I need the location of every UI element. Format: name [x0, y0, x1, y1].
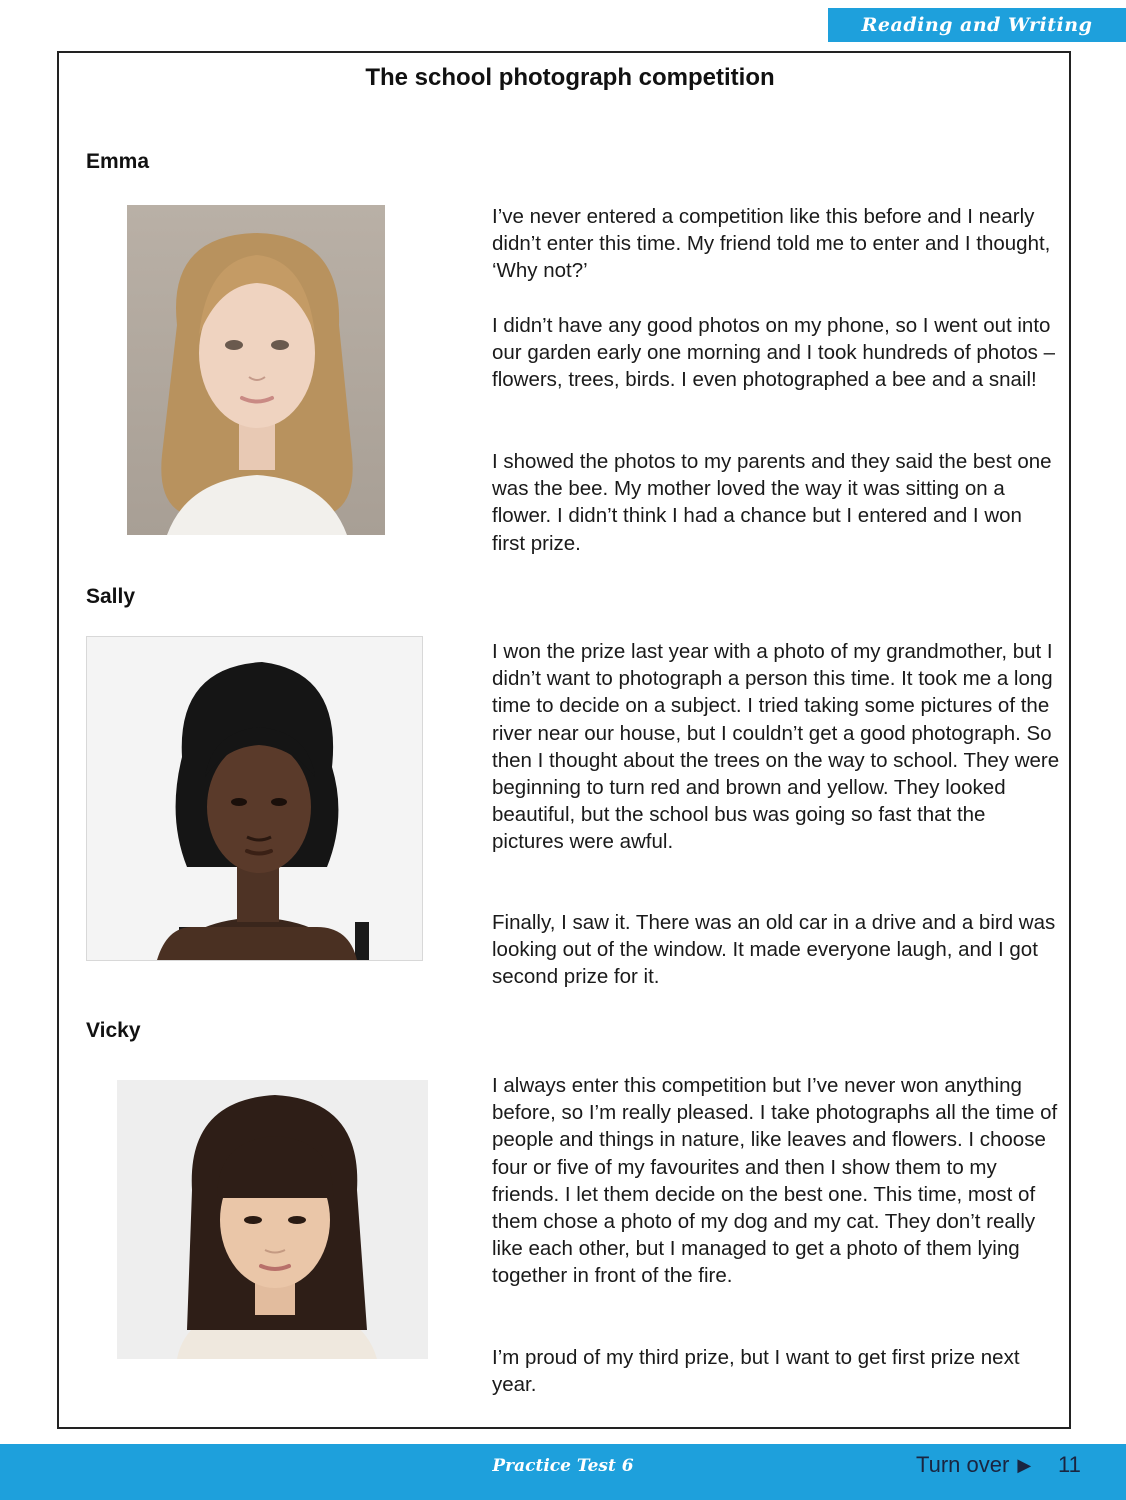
page-title: The school photograph competition: [365, 64, 775, 91]
vicky-paragraph-2: I’m proud of my third prize, but I want to get first prize next year.: [492, 1346, 1020, 1397]
section-label: Reading and Writing: [861, 14, 1093, 36]
emma-portrait-icon: [127, 205, 385, 535]
entry-name-sally: Sally: [86, 585, 136, 608]
section-tab: [828, 8, 1126, 42]
entry-name-emma: Emma: [86, 150, 150, 173]
play-arrow-icon: ▶: [1017, 1454, 1032, 1475]
emma-paragraph-1: I’ve never entered a competition like this before and I nearly didn’t enter this time. My friend told me to enter and I thought, ‘Why not?’: [492, 205, 1051, 283]
turn-over-label: Turn over: [916, 1452, 1010, 1477]
sally-portrait-icon: [87, 637, 422, 960]
emma-paragraph-2: I didn’t have any good photos on my phone, so I went out into our garden early one morning and I took hundreds of photos – flowers, trees, birds. I even photographed a bee and a snail!: [492, 314, 1055, 392]
entry-name-vicky: Vicky: [86, 1019, 141, 1042]
vicky-portrait-icon: [117, 1080, 428, 1359]
sally-photo: [86, 636, 423, 961]
sally-paragraph-2: Finally, I saw it. There was an old car in a drive and a bird was looking out of the window. It made everyone laugh, and I got second prize for it.: [492, 911, 1056, 989]
emma-photo: [127, 205, 385, 535]
turn-over: [916, 1452, 1031, 1478]
sally-paragraph-1: I won the prize last year with a photo of my grandmother, but I didn’t want to photograph a person this time. It took me a long time to decide on a subject. I tried taking some pictures of the river near our house, but I couldn’t get a good photograph. So then I thought about the trees on the way to school. They were beginning to turn red and brown and yellow. They looked beautiful, but the school bus was going so fast that the pictures were awful.: [492, 640, 1060, 854]
emma-paragraph-3: I showed the photos to my parents and they said the best one was the bee. My mother loved the way it was sitting on a flower. I didn’t think I had a chance but I entered and I won first prize.: [492, 450, 1052, 555]
footer-test-label: Practice Test 6: [492, 1456, 634, 1476]
vicky-photo: [117, 1080, 428, 1359]
page-number: 11: [1058, 1452, 1081, 1477]
vicky-paragraph-1: I always enter this competition but I’ve never won anything before, so I’m really pleased. I take photographs all the time of people and things in nature, like leaves and flowers. I choose four or five of my favourites and then I show them to my friends. I let them decide on the best one. This time, most of them chose a photo of my dog and my cat. They don’t really like each other, but I managed to get a photo of them lying together in front of the fire.: [492, 1074, 1058, 1288]
